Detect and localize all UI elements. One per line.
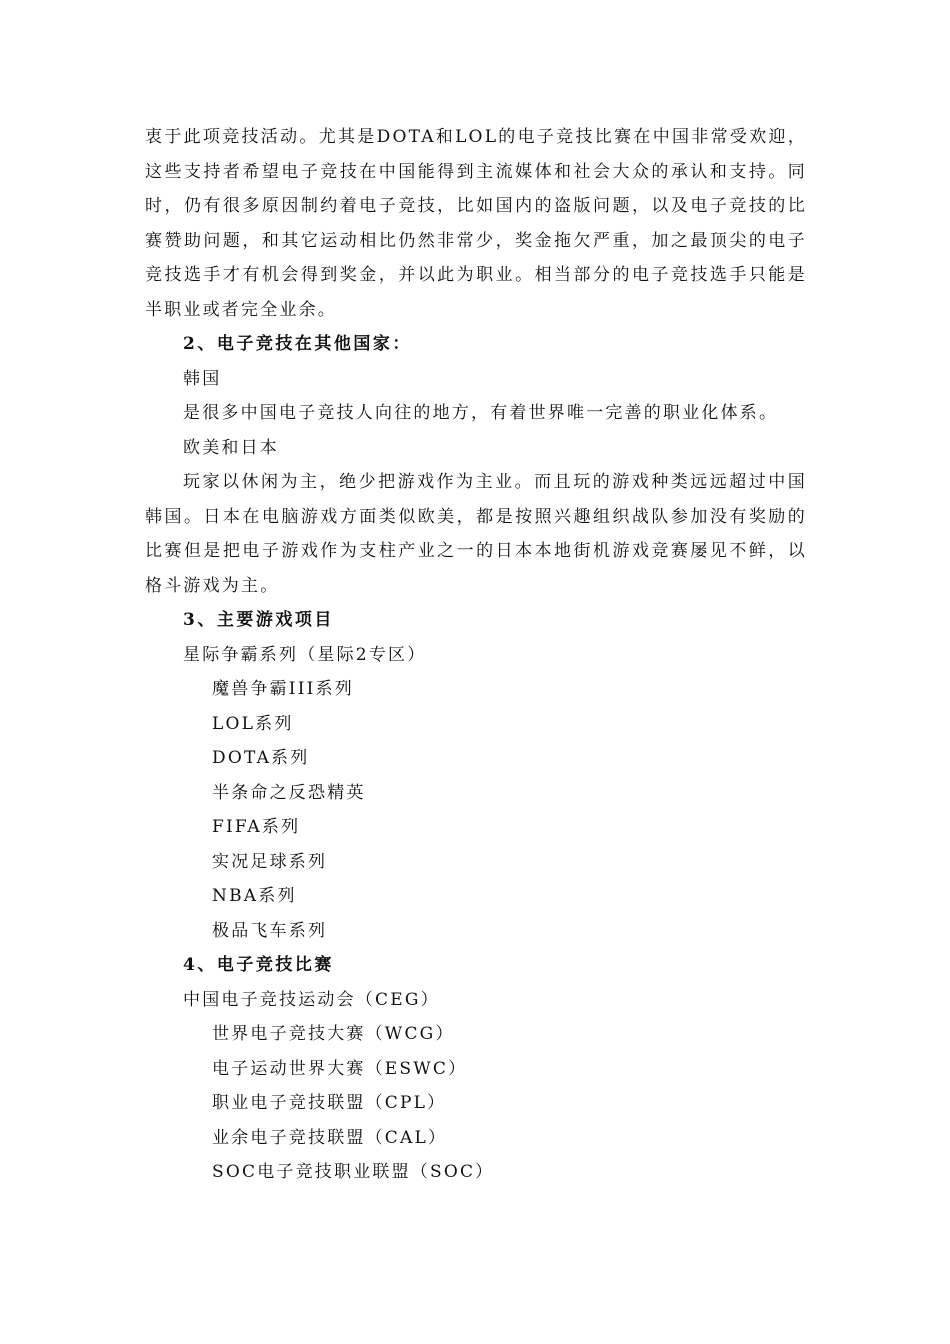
korea-description: 是很多中国电子竞技人向往的地方，有着世界唯一完善的职业化体系。 (183, 403, 779, 423)
competition-list (145, 1017, 807, 1190)
list-item: DOTA系列 (212, 748, 310, 768)
intro-paragraph: 衷于此项竞技活动。尤其是DOTA和LOL的电子竞技比赛在中国非常受欢迎，这些支持者希望电子竞技在中国能得到主流媒体和社会大众的承认和支持。同时，仍有很多原因制约着电子竞技，比如国内的盗版问题，以及电子竞技的比赛赞助问题，和其它运动相比仍然非常少，奖金拖欠严重，加之最顶尖的电子竞技选手才有机会得到奖金，并以此为职业。相当部分的电子竞技选手只能是半职业或者完全业余。 (145, 127, 807, 320)
list-item: 世界电子竞技大赛（WCG） (212, 1024, 455, 1044)
west-japan-label: 欧美和日本 (183, 437, 279, 458)
document-page (145, 120, 807, 1190)
list-item: 业余电子竞技联盟（CAL） (212, 1127, 448, 1148)
competition-list-first-item: 中国电子竞技运动会（CEG） (183, 989, 440, 1010)
list-item: 电子运动世界大赛（ESWC） (212, 1058, 468, 1079)
west-japan-description: 玩家以休闲为主，绝少把游戏作为主业。而且玩的游戏种类远远超过中国韩国。日本在电脑游戏方面类似欧美，都是按照兴趣组织战队参加没有奖励的比赛但是把电子游戏作为支柱产业之一的日本本地街机游戏竞赛屡见不鲜，以格斗游戏为主。 (145, 472, 807, 596)
list-item: LOL系列 (212, 713, 294, 734)
game-list-first-item: 星际争霸系列（星际2专区） (183, 644, 427, 665)
korea-label: 韩国 (183, 368, 222, 389)
list-item: FIFA系列 (212, 817, 301, 837)
list-item: 魔兽争霸III系列 (212, 679, 354, 699)
list-item: 半条命之反恐精英 (212, 782, 366, 803)
section-4-heading: 4、电子竞技比赛 (183, 955, 334, 975)
game-list (145, 672, 807, 948)
section-2-heading: 2、电子竞技在其他国家： (183, 334, 412, 354)
list-item: 职业电子竞技联盟（CPL） (212, 1093, 447, 1113)
list-item: NBA系列 (212, 886, 297, 906)
list-item: 极品飞车系列 (212, 920, 328, 941)
list-item: SOC电子竞技职业联盟（SOC） (212, 1162, 495, 1182)
section-3-heading: 3、主要游戏项目 (183, 610, 334, 630)
list-item: 实况足球系列 (212, 851, 328, 872)
